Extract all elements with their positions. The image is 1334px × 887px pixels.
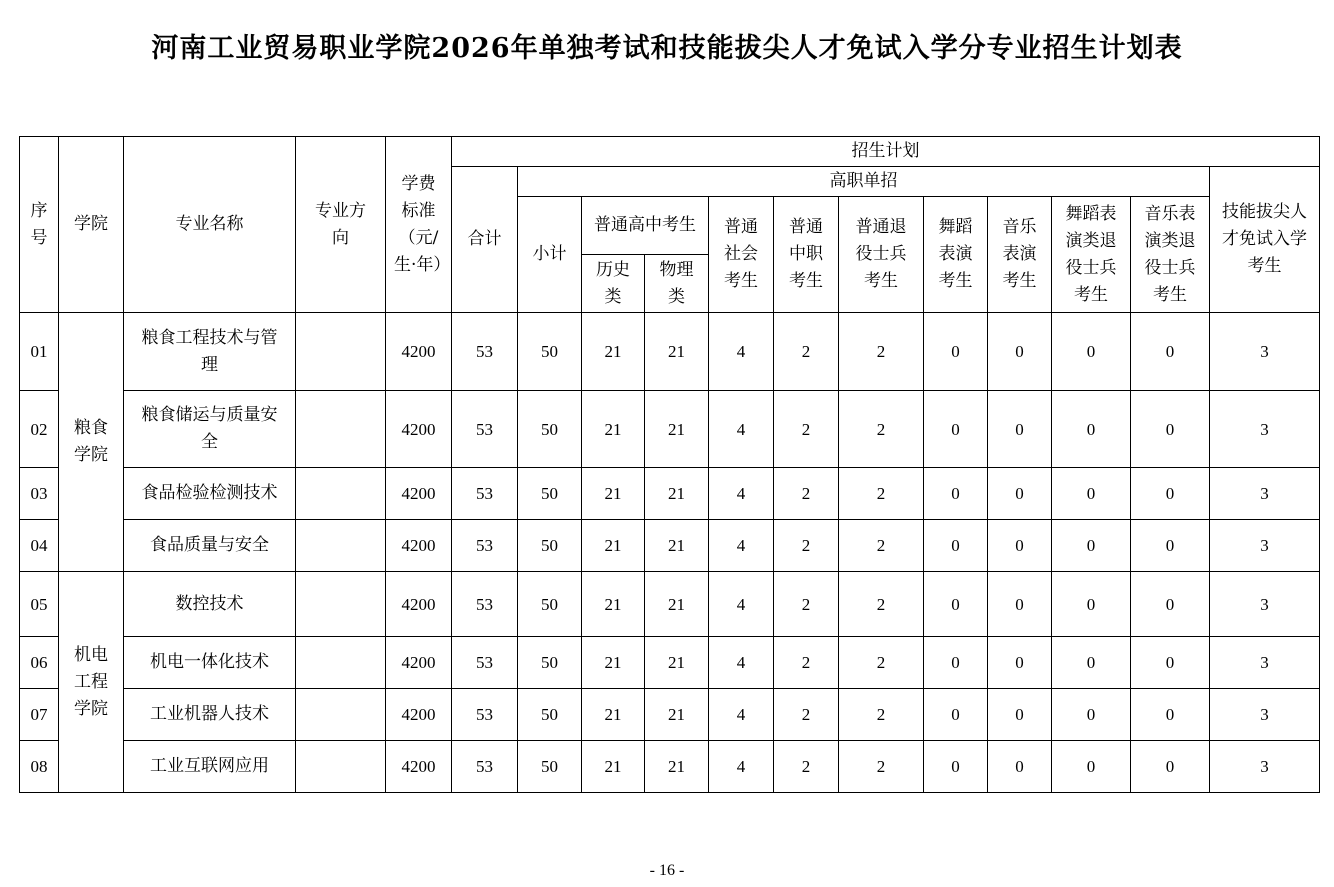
row-skill: 3 [1210,637,1320,689]
row-dance-vet: 0 [1052,468,1131,520]
row-music-vet: 0 [1131,391,1210,468]
table-row [20,468,1320,520]
header-direction: 专业方向 [296,137,386,313]
row-music-vet: 0 [1131,689,1210,741]
row-subtotal: 50 [518,572,582,637]
row-music: 0 [988,313,1052,391]
row-zhongzhi: 2 [774,741,839,793]
page-number: - 16 - [649,862,685,879]
header-physics: 物理类 [645,255,709,313]
row-veteran: 2 [839,689,924,741]
row-history: 21 [582,689,645,741]
row-veteran: 2 [839,391,924,468]
row-music: 0 [988,468,1052,520]
row-direction [296,689,386,741]
college-name: 粮食学院 [59,313,124,572]
row-social: 4 [709,637,774,689]
row-history: 21 [582,468,645,520]
row-seq: 05 [20,572,59,637]
row-tuition: 4200 [386,468,452,520]
page-title: 河南工业贸易职业学院2026年单独考试和技能拔尖人才免试入学分专业招生计划表 [151,33,1183,64]
row-dance: 0 [924,689,988,741]
row-direction [296,572,386,637]
row-zhongzhi: 2 [774,313,839,391]
row-veteran: 2 [839,520,924,572]
row-social: 4 [709,572,774,637]
row-history: 21 [582,520,645,572]
row-veteran: 2 [839,572,924,637]
row-music-vet: 0 [1131,313,1210,391]
row-major: 食品检验检测技术 [124,468,296,520]
row-total: 53 [452,637,518,689]
row-seq: 04 [20,520,59,572]
row-major: 数控技术 [124,572,296,637]
row-subtotal: 50 [518,741,582,793]
header-music: 音乐表演考生 [988,197,1052,313]
row-zhongzhi: 2 [774,637,839,689]
header-tuition: 学费标准（元/生·年） [386,137,452,313]
row-total: 53 [452,520,518,572]
row-physics: 21 [645,741,709,793]
row-dance: 0 [924,741,988,793]
row-social: 4 [709,313,774,391]
header-college: 学院 [59,137,124,313]
table-row [20,637,1320,689]
row-dance: 0 [924,637,988,689]
row-seq: 01 [20,313,59,391]
enrollment-plan-table [19,136,1320,793]
row-music-vet: 0 [1131,572,1210,637]
row-music-vet: 0 [1131,520,1210,572]
row-veteran: 2 [839,741,924,793]
table-row [20,741,1320,793]
header-dance: 舞蹈表演考生 [924,197,988,313]
row-total: 53 [452,391,518,468]
header-total: 合计 [452,167,518,313]
row-dance: 0 [924,520,988,572]
row-major: 粮食储运与质量安全 [124,391,296,468]
row-zhongzhi: 2 [774,572,839,637]
row-direction [296,468,386,520]
row-dance-vet: 0 [1052,741,1131,793]
row-social: 4 [709,741,774,793]
row-zhongzhi: 2 [774,689,839,741]
row-tuition: 4200 [386,741,452,793]
college-name: 机电工程学院 [59,572,124,793]
row-physics: 21 [645,637,709,689]
row-major: 粮食工程技术与管理 [124,313,296,391]
row-music: 0 [988,689,1052,741]
header-dance-vet: 舞蹈表演类退役士兵考生 [1052,197,1131,313]
row-history: 21 [582,637,645,689]
row-tuition: 4200 [386,637,452,689]
row-music: 0 [988,637,1052,689]
row-dance: 0 [924,468,988,520]
row-history: 21 [582,313,645,391]
row-dance: 0 [924,391,988,468]
row-dance: 0 [924,313,988,391]
row-total: 53 [452,313,518,391]
row-dance-vet: 0 [1052,689,1131,741]
header-putong-gaozhong: 普通高中考生 [582,197,709,255]
header-seq: 序号 [20,137,59,313]
row-tuition: 4200 [386,520,452,572]
header-skill: 技能拔尖人才免试入学考生 [1210,167,1320,313]
row-dance: 0 [924,572,988,637]
row-skill: 3 [1210,689,1320,741]
row-direction [296,637,386,689]
row-skill: 3 [1210,313,1320,391]
header-subtotal: 小计 [518,197,582,313]
row-veteran: 2 [839,313,924,391]
row-major: 工业机器人技术 [124,689,296,741]
row-skill: 3 [1210,741,1320,793]
row-subtotal: 50 [518,468,582,520]
row-music: 0 [988,391,1052,468]
row-total: 53 [452,741,518,793]
row-physics: 21 [645,468,709,520]
header-music-vet: 音乐表演类退役士兵考生 [1131,197,1210,313]
row-direction [296,520,386,572]
row-physics: 21 [645,520,709,572]
row-seq: 07 [20,689,59,741]
row-skill: 3 [1210,572,1320,637]
row-seq: 02 [20,391,59,468]
row-seq: 03 [20,468,59,520]
row-music: 0 [988,572,1052,637]
row-seq: 06 [20,637,59,689]
table-row [20,520,1320,572]
row-physics: 21 [645,313,709,391]
row-major: 机电一体化技术 [124,637,296,689]
row-physics: 21 [645,689,709,741]
row-seq: 08 [20,741,59,793]
row-skill: 3 [1210,520,1320,572]
row-history: 21 [582,741,645,793]
row-dance-vet: 0 [1052,520,1131,572]
row-dance-vet: 0 [1052,391,1131,468]
row-tuition: 4200 [386,391,452,468]
row-dance-vet: 0 [1052,313,1131,391]
table-row [20,391,1320,468]
row-dance-vet: 0 [1052,637,1131,689]
row-music: 0 [988,520,1052,572]
row-total: 53 [452,572,518,637]
row-subtotal: 50 [518,313,582,391]
header-history: 历史类 [582,255,645,313]
row-direction [296,741,386,793]
row-physics: 21 [645,572,709,637]
row-veteran: 2 [839,468,924,520]
row-tuition: 4200 [386,572,452,637]
table-row [20,572,1320,637]
row-tuition: 4200 [386,689,452,741]
row-subtotal: 50 [518,520,582,572]
row-zhongzhi: 2 [774,520,839,572]
row-music: 0 [988,741,1052,793]
row-zhongzhi: 2 [774,468,839,520]
row-history: 21 [582,391,645,468]
row-social: 4 [709,391,774,468]
row-direction [296,391,386,468]
row-total: 53 [452,468,518,520]
row-zhongzhi: 2 [774,391,839,468]
row-direction [296,313,386,391]
row-music-vet: 0 [1131,468,1210,520]
row-major: 工业互联网应用 [124,741,296,793]
row-subtotal: 50 [518,637,582,689]
row-physics: 21 [645,391,709,468]
header-zhongzhi: 普通中职考生 [774,197,839,313]
row-dance-vet: 0 [1052,572,1131,637]
row-subtotal: 50 [518,391,582,468]
row-total: 53 [452,689,518,741]
header-social: 普通社会考生 [709,197,774,313]
row-social: 4 [709,689,774,741]
row-social: 4 [709,468,774,520]
header-veteran: 普通退役士兵考生 [839,197,924,313]
table-row [20,689,1320,741]
header-major: 专业名称 [124,137,296,313]
row-music-vet: 0 [1131,741,1210,793]
header-plan: 招生计划 [452,137,1320,167]
row-skill: 3 [1210,468,1320,520]
row-music-vet: 0 [1131,637,1210,689]
row-social: 4 [709,520,774,572]
row-veteran: 2 [839,637,924,689]
row-tuition: 4200 [386,313,452,391]
table-row [20,313,1320,391]
row-subtotal: 50 [518,689,582,741]
row-major: 食品质量与安全 [124,520,296,572]
header-gaozhi: 高职单招 [518,167,1210,197]
row-skill: 3 [1210,391,1320,468]
row-history: 21 [582,572,645,637]
